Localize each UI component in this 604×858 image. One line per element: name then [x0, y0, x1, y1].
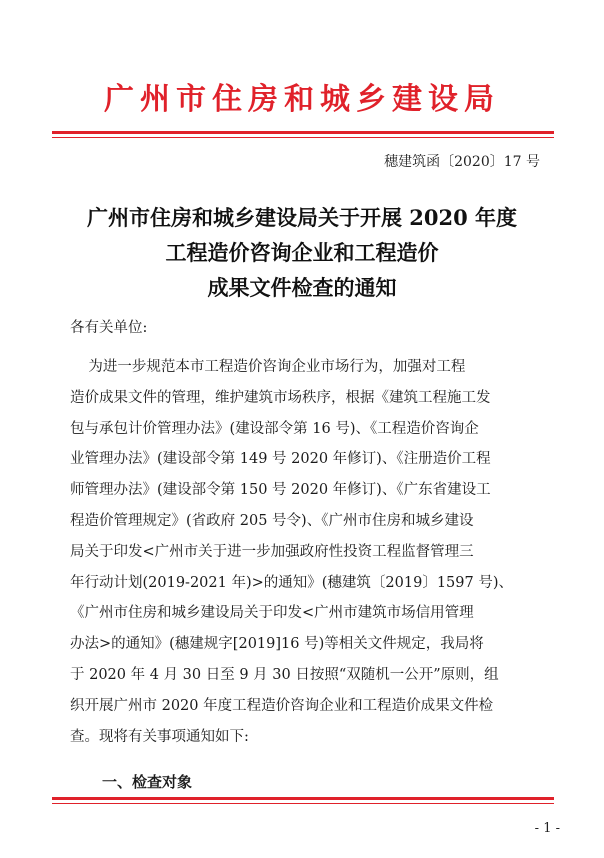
title-line: 工程造价咨询企业和工程造价 [165, 240, 439, 265]
body-line: 于 2020 年 4 月 30 日至 9 月 30 日按照“双随机一公开”原则，组 [70, 666, 499, 683]
title-line: 成果文件检查的通知 [207, 275, 397, 300]
body-line: 师管理办法》(建设部令第 150 号 2020 年修订)、《广东省建设工 [70, 482, 491, 499]
body-line: 办法>的通知》(穗建规字[2019]16 号)等相关文件规定，我局将 [70, 636, 484, 653]
body-line: 造价成果文件的管理，维护建筑市场秩序，根据《建筑工程施工发 [70, 389, 491, 406]
header-red-rule-thick [52, 131, 554, 134]
document-number: 穗建筑函〔2020〕17 号 [384, 154, 540, 170]
body-line: 查。现将有关事项通知如下: [70, 728, 249, 745]
footer-red-rule-thin [52, 803, 554, 804]
body-line: 程造价管理规定》(省政府 205 号令)、《广州市住房和城乡建设 [70, 512, 474, 529]
salutation: 各有关单位: [70, 320, 148, 336]
body-line: 包与承包计价管理办法》(建设部令第 16 号)、《工程造价咨询企 [70, 420, 479, 437]
body-line: 年行动计划(2019-2021 年)>的通知》(穗建筑〔2019〕1597 号)、 [70, 574, 513, 591]
body-line: 《广州市住房和城乡建设局关于印发<广州市建筑市场信用管理 [70, 605, 474, 622]
body-paragraph [70, 352, 540, 752]
body-line: 为进一步规范本市工程造价咨询企业市场行为，加强对工程 [70, 359, 466, 375]
title-line: 广州市住房和城乡建设局关于开展 2020 年度 [86, 205, 518, 230]
issuing-organization-header: 广州市住房和城乡建设局 [104, 82, 500, 117]
body-line: 局关于印发<广州市关于进一步加强政府性投资工程监督管理三 [70, 543, 474, 560]
page-number: - 1 - [534, 821, 560, 836]
header-red-rule-thin [52, 137, 554, 138]
section-heading: 一、检查对象 [102, 773, 193, 791]
body-line: 业管理办法》(建设部令第 149 号 2020 年修订)、《注册造价工程 [70, 451, 491, 468]
body-line: 织开展广州市 2020 年度工程造价咨询企业和工程造价成果文件检 [70, 697, 494, 714]
document-title [40, 200, 564, 305]
footer-red-rule-thick [52, 797, 554, 800]
